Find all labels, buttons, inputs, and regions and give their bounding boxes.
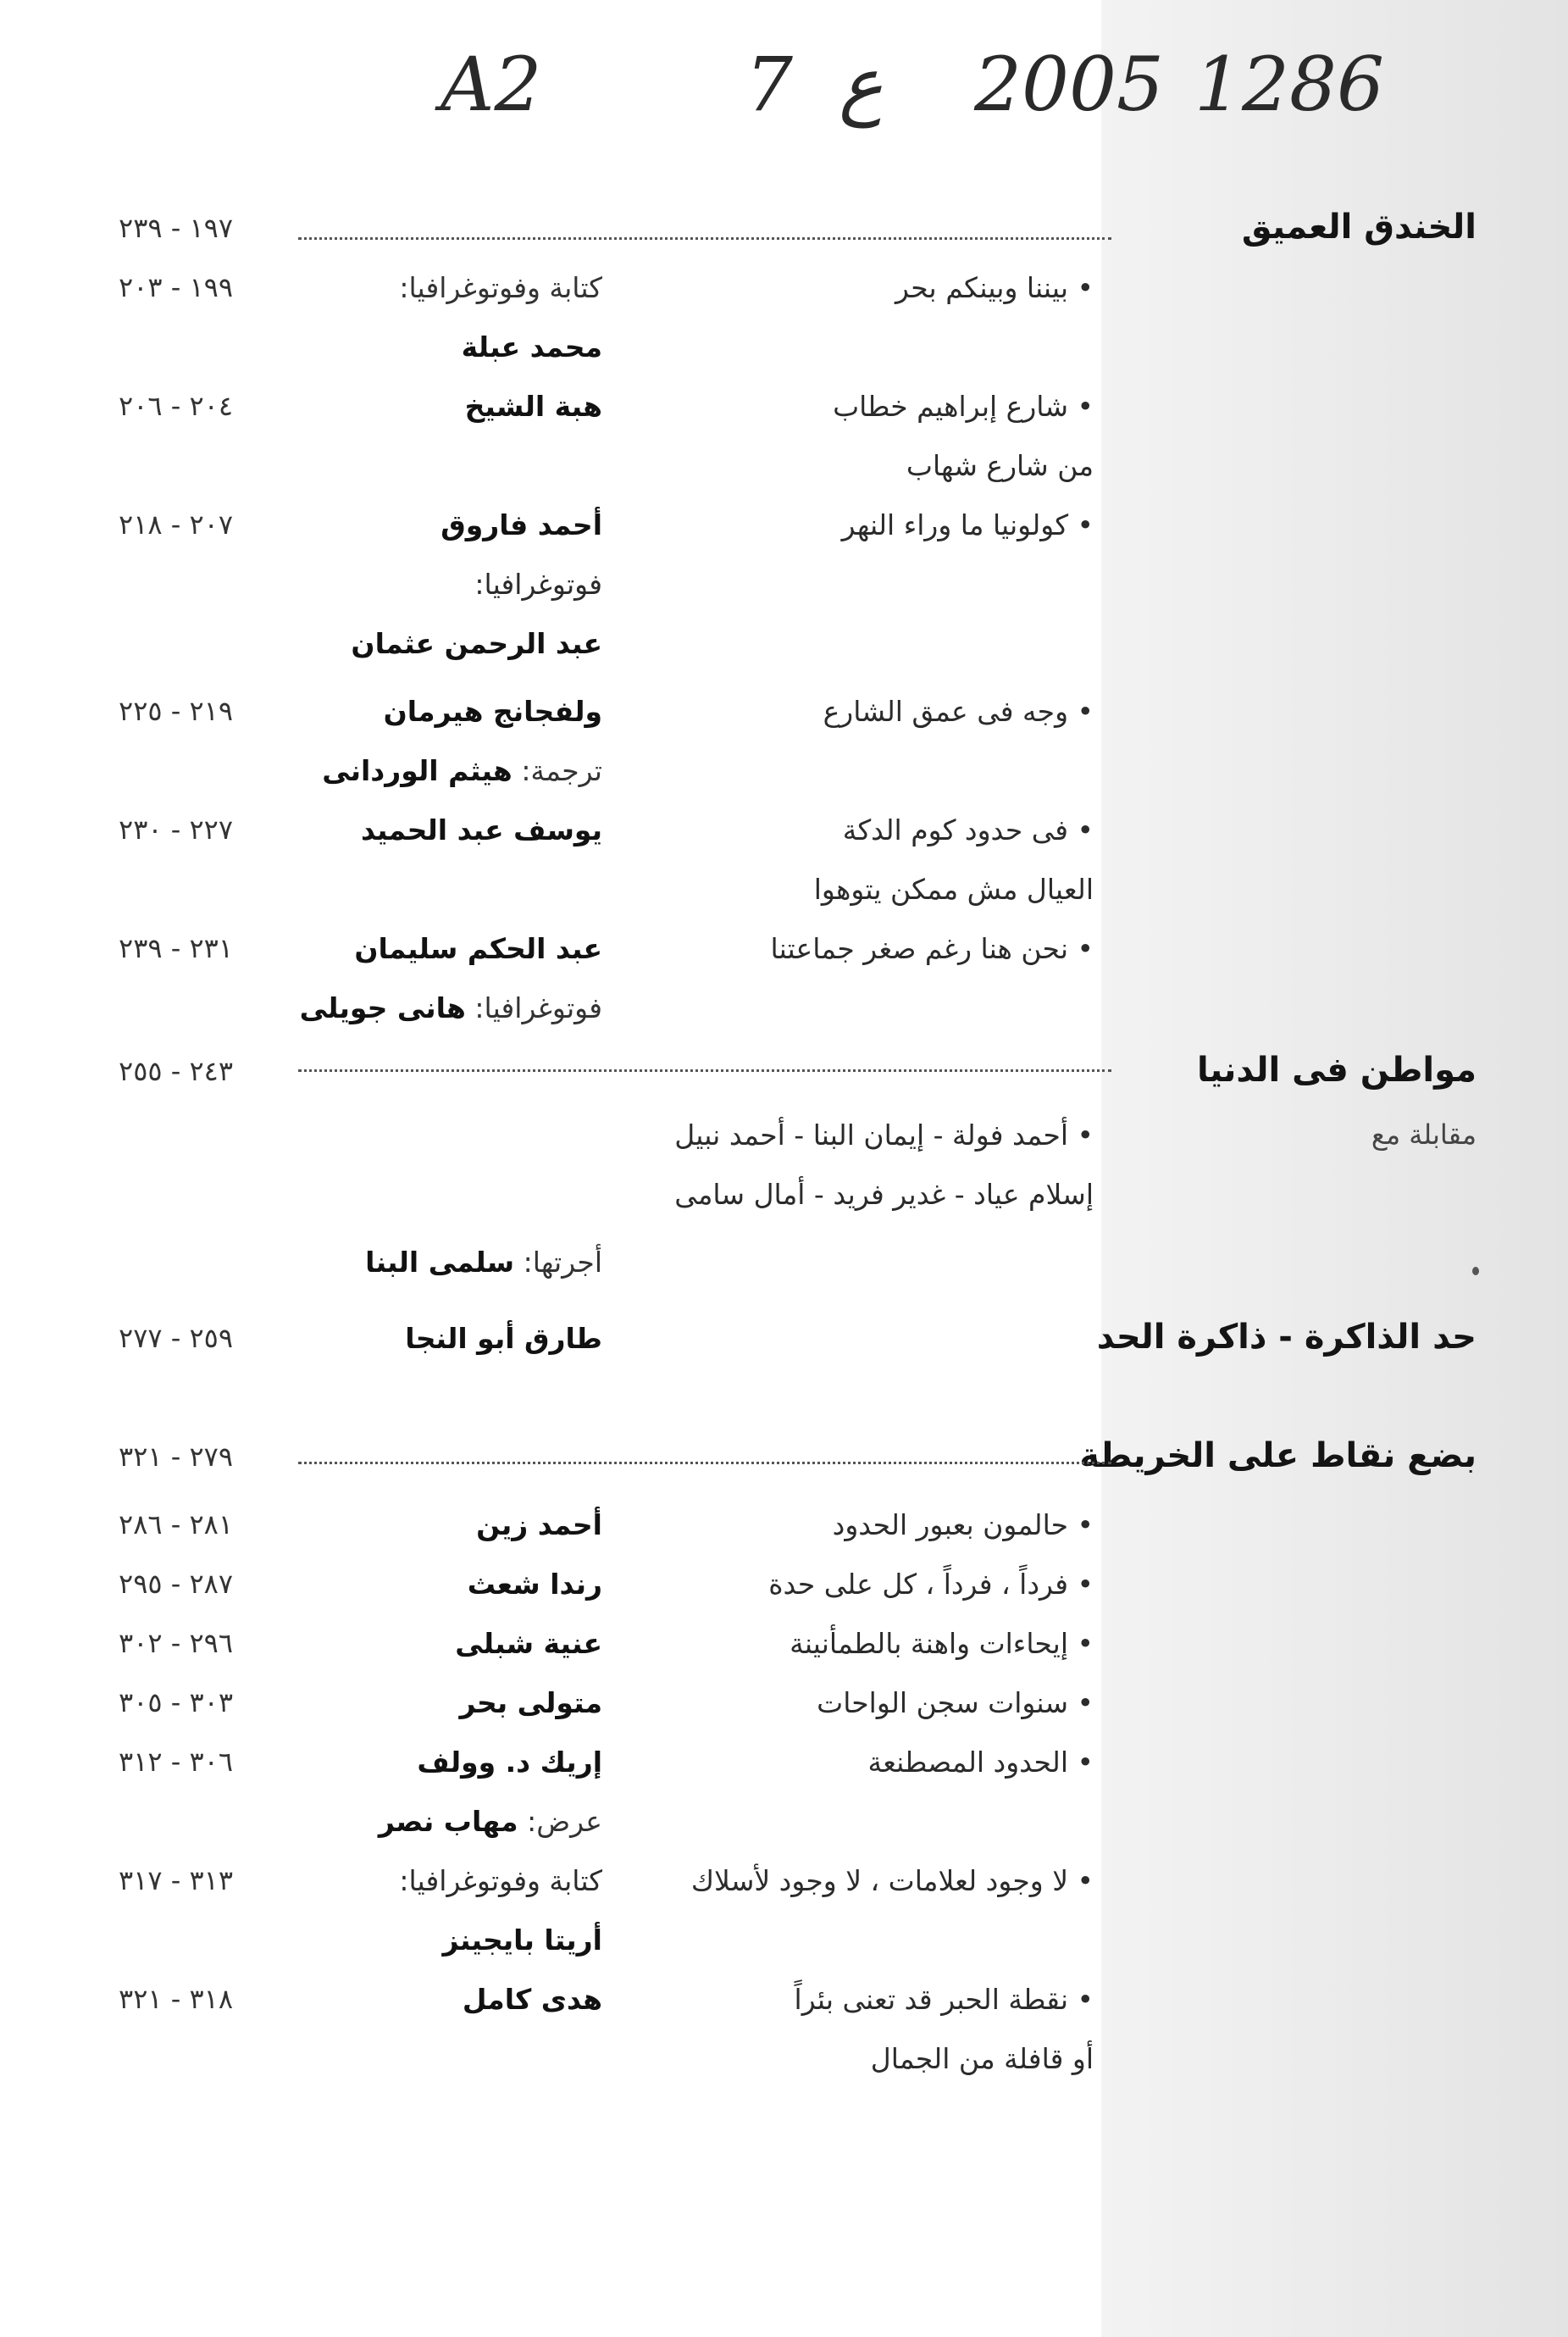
toc-entry-title: • سنوات سجن الواحات bbox=[817, 1686, 1094, 1719]
toc-entry-pages: ٣١٣ - ٣١٧ bbox=[119, 1864, 234, 1896]
toc-entry-credit-label: كتابة وفوتوغرافيا: bbox=[399, 1864, 602, 1897]
dotted-leader bbox=[298, 237, 1111, 240]
toc-entry-title: • حالمون بعبور الحدود bbox=[832, 1508, 1094, 1541]
toc-entry-pages: ٢١٩ - ٢٢٥ bbox=[119, 695, 234, 727]
handwritten-7: 7 bbox=[745, 41, 793, 128]
toc-entry-title: • فى حدود كوم الدكة bbox=[842, 813, 1094, 847]
handwritten-ain: ع bbox=[839, 41, 884, 128]
page-edge-shading bbox=[1101, 0, 1568, 2337]
toc-entry-pages: ٢٩٦ - ٣٠٢ bbox=[119, 1627, 234, 1659]
toc-entry-title: • أحمد فولة - إيمان البنا - أحمد نبيل bbox=[674, 1119, 1094, 1152]
toc-entry-author: ولفجانج هيرمان bbox=[383, 695, 602, 728]
toc-entry-author: يوسف عبد الحميد bbox=[360, 813, 602, 847]
toc-entry-title: • الحدود المصطنعة bbox=[867, 1746, 1094, 1779]
section-pages: ٢٥٩ - ٢٧٧ bbox=[119, 1322, 234, 1354]
toc-entry-title: • إيحاءات واهنة بالطمأنينة bbox=[790, 1627, 1094, 1660]
dotted-leader bbox=[298, 1462, 1111, 1464]
section-title-points-on-map: بضع نقاط على الخريطة bbox=[1079, 1436, 1477, 1475]
toc-entry-title: • وجه فى عمق الشارع bbox=[823, 695, 1094, 728]
toc-entry-title: • فرداً ، فرداً ، كل على حدة bbox=[768, 1568, 1094, 1601]
toc-entry-author: أحمد فاروق bbox=[440, 508, 602, 541]
print-speck bbox=[1472, 1267, 1479, 1275]
toc-entry-pages: ١٩٩ - ٢٠٣ bbox=[119, 271, 234, 303]
toc-entry-author: متولى بحر bbox=[459, 1686, 602, 1719]
toc-entry-pages: ٣٠٦ - ٣١٢ bbox=[119, 1746, 234, 1778]
toc-entry-author: إريك د. وولف bbox=[417, 1746, 602, 1779]
dotted-leader bbox=[298, 1069, 1111, 1072]
toc-entry-title: • شارع إبراهيم خطاب bbox=[833, 390, 1094, 423]
toc-entry-pages: ٣١٨ - ٣٢١ bbox=[119, 1983, 234, 2015]
toc-entry-author: أحمد زين bbox=[476, 1508, 602, 1541]
toc-entry-title-line2: إسلام عياد - غدير فريد - أمال سامى bbox=[674, 1178, 1094, 1211]
toc-entry-author: عنية شبلى bbox=[455, 1627, 602, 1660]
toc-entry-title-line2: أو قافلة من الجمال bbox=[870, 2042, 1094, 2075]
toc-entry-credit: عرض: مهاب نصر bbox=[378, 1805, 602, 1838]
toc-entry-credit-name: عبد الرحمن عثمان bbox=[351, 627, 602, 660]
toc-entry-author: طارق أبو النجا bbox=[405, 1322, 602, 1355]
toc-entry-pages: ٢٣١ - ٢٣٩ bbox=[119, 932, 234, 964]
toc-entry-author: محمد عبلة bbox=[461, 330, 602, 364]
toc-entry-author: أريتا بايجينز bbox=[442, 1923, 602, 1957]
section-pages: ١٩٧ - ٢٣٩ bbox=[119, 212, 234, 244]
toc-entry-credit: أجرتها: سلمى البنا bbox=[365, 1246, 602, 1279]
section-subtitle-interview: مقابلة مع bbox=[1371, 1119, 1477, 1151]
toc-entry-pages: ٢٨٧ - ٢٩٥ bbox=[119, 1568, 234, 1600]
section-title-citizen: مواطن فى الدنيا bbox=[1197, 1051, 1477, 1090]
handwritten-number: 1286 bbox=[1194, 41, 1384, 128]
toc-entry-credit: فوتوغرافيا: هانى جويلى bbox=[299, 991, 602, 1024]
toc-entry-title: • لا وجود لعلامات ، لا وجود لأسلاك bbox=[690, 1864, 1094, 1897]
handwritten-year: 2005 bbox=[974, 41, 1164, 128]
toc-entry-author: عبد الحكم سليمان bbox=[354, 932, 602, 965]
section-pages: ٢٤٣ - ٢٥٥ bbox=[119, 1055, 234, 1087]
toc-entry-author: هبة الشيخ bbox=[464, 390, 602, 423]
toc-entry-author: رندا شعث bbox=[467, 1568, 602, 1601]
toc-entry-pages: ٢٠٧ - ٢١٨ bbox=[119, 508, 234, 541]
toc-entry-pages: ٢٢٧ - ٢٣٠ bbox=[119, 813, 234, 846]
toc-entry-title-line2: العيال مش ممكن يتوهوا bbox=[813, 873, 1094, 906]
section-title-deep-trench: الخندق العميق bbox=[1241, 208, 1477, 247]
toc-entry-title: • نقطة الحبر قد تعنى بئراً bbox=[794, 1983, 1094, 2016]
toc-entry-title: • كولونيا ما وراء النهر bbox=[841, 508, 1094, 541]
toc-entry-title-line2: من شارع شهاب bbox=[906, 449, 1094, 482]
toc-entry-credit: ترجمة: هيثم الوردانى bbox=[322, 754, 602, 787]
section-title-memory-limit: حد الذاكرة - ذاكرة الحد bbox=[1096, 1318, 1477, 1357]
handwritten-a2: A2 bbox=[440, 41, 542, 128]
toc-entry-credit-label: فوتوغرافيا: bbox=[474, 568, 602, 601]
toc-entry-pages: ٣٠٣ - ٣٠٥ bbox=[119, 1686, 234, 1718]
section-pages: ٢٧٩ - ٣٢١ bbox=[119, 1441, 234, 1473]
toc-entry-title: • بيننا وبينكم بحر bbox=[895, 271, 1094, 304]
toc-entry-pages: ٢٠٤ - ٢٠٦ bbox=[119, 390, 234, 422]
toc-entry-author: هدى كامل bbox=[462, 1983, 602, 2016]
toc-entry-pages: ٢٨١ - ٢٨٦ bbox=[119, 1508, 234, 1540]
toc-entry-credit: كتابة وفوتوغرافيا: bbox=[399, 271, 602, 304]
toc-entry-title: • نحن هنا رغم صغر جماعتنا bbox=[770, 932, 1094, 965]
